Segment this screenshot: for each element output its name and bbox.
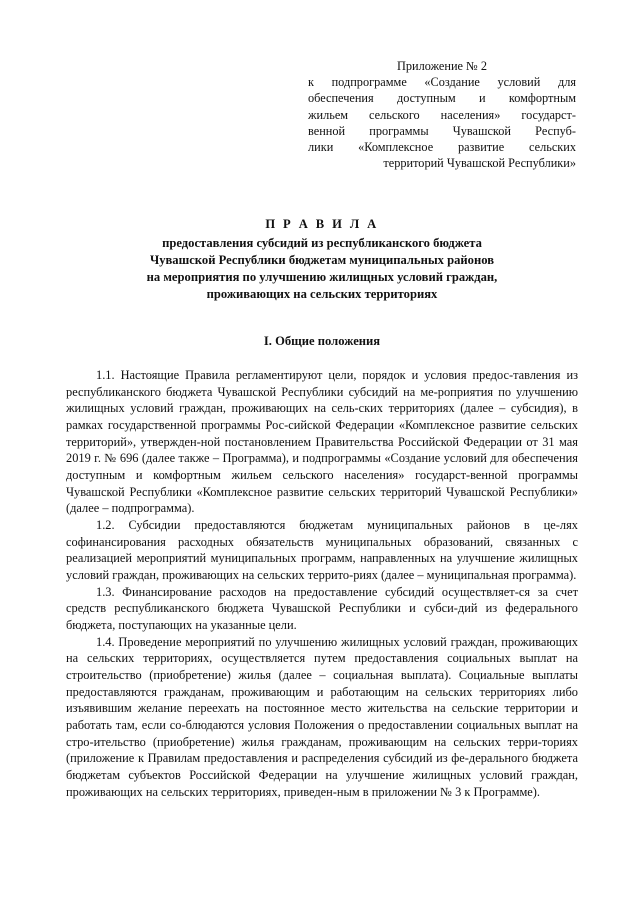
- paragraph-1-1: 1.1. Настоящие Правила регламентируют цели, порядок и условия предос-тавления из республиканского бюджета Чувашской Республики субсидий на ме-роприятия по улучшению жилищных условий граждан, проживающих на сель-ских территориях (далее – субсидия), в рамках государственной программы Рос-сийской Федерации «Комплексное развитие сельских территорий», утвержден-ной постановлением Правительства Российской Федерации от 31 мая 2019 г. № 696 (далее также – Программа), и подпрограммы «Создание условий для обеспечения доступным и комфортным жильем сельского населения» государст-венной программы Чувашской Республики «Комплексное развитие сельских территорий Чувашской Республики» (далее – подпрограмма).: [66, 367, 578, 516]
- appendix-header-line-5: венной программы Чувашской Респуб-: [308, 123, 576, 138]
- appendix-header-line-7: территорий Чувашской Республики»: [383, 156, 576, 171]
- title-line-4: проживающих на сельских территориях: [206, 287, 438, 302]
- title-rules-word: П Р А В И Л А: [265, 216, 379, 231]
- title-line-3: на мероприятия по улучшению жилищных условий граждан,: [146, 270, 498, 285]
- appendix-header-line-3: обеспечения доступным и комфортным: [308, 91, 576, 106]
- appendix-header-line-4: жильем сельского населения» государст-: [308, 107, 576, 122]
- section-heading: I. Общие положения: [263, 333, 381, 348]
- title-line-2: Чувашской Республики бюджетам муниципальных районов: [149, 253, 495, 268]
- document-body: [66, 367, 578, 800]
- appendix-header-line-2: к подпрограмме «Создание условий для: [308, 75, 576, 90]
- paragraph-1-2: 1.2. Субсидии предоставляются бюджетам муниципальных районов в це-лях софинансирования расходных обязательств муниципальных образований, связанных с реализацией мероприятий муниципальных программ, направленных на улучшение жилищных условий граждан, проживающих на сельских террито-риях (далее – муниципальная программа).: [66, 517, 578, 582]
- title-line-1: предоставления субсидий из республиканского бюджета: [162, 236, 482, 251]
- paragraph-1-3: 1.3. Финансирование расходов на предоставление субсидий осуществляет-ся за счет средств республиканского бюджета Чувашской Республики и субси-дий из федерального бюджета, поступающих на указанные цели.: [66, 584, 578, 632]
- appendix-header: [308, 58, 576, 172]
- document-title: [66, 216, 578, 303]
- paragraph-1-4: 1.4. Проведение мероприятий по улучшению жилищных условий граждан, проживающих на сельских территориях, осуществляется путем предоставления социальных выплат на строительство (приобретение) жилья (далее – социальная выплата). Социальные выплаты предоставляются гражданам, проживающим и работающим на сельских территориях либо изъявившим желание переехать на постоянное место жительства на сельские территории и работать там, если со-блюдаются условия Положения о предоставлении социальных выплат на стро-ительство (приобретение) жилья гражданам, проживающим на сельских терри-ториях (приложение к Правилам предоставления и распределения субсидий из фе-дерального бюджета бюджетам субъектов Российской Федерации на улучшение жилищных условий граждан, проживающих на сельских территориях, приведен-ным в приложении № 3 к Программе).: [66, 634, 578, 799]
- appendix-number: Приложение № 2: [396, 59, 488, 73]
- appendix-header-line-6: лики «Комплексное развитие сельских: [308, 140, 576, 155]
